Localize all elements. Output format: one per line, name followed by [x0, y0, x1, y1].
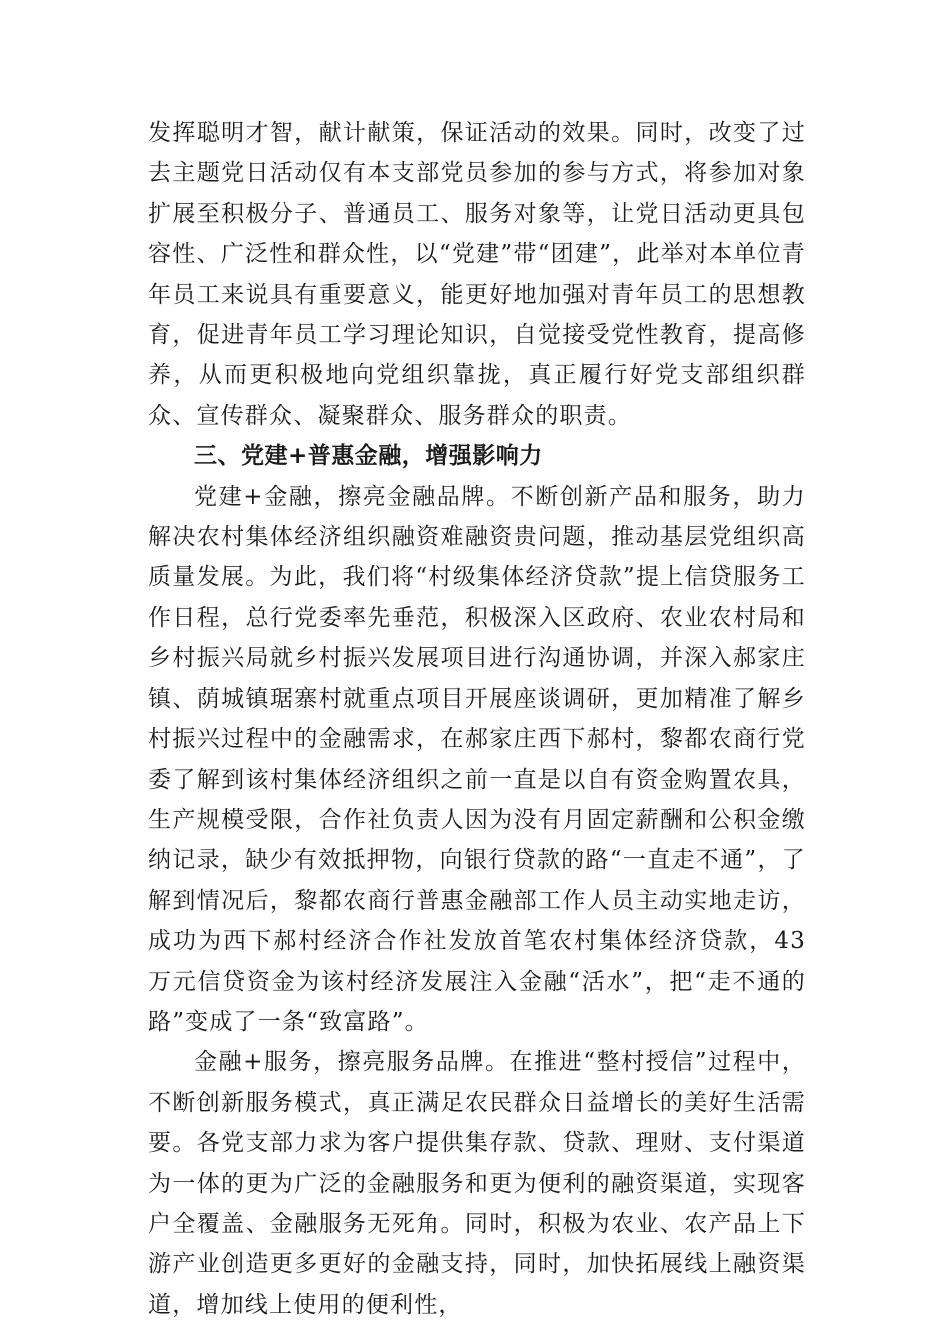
paragraph-finance-brand: 党建+金融，擦亮金融品牌。不断创新产品和服务，助力解决农村集体经济组织融资难融资贵问题，推动基层党组织高质量发展。为此，我们将“村级集体经济贷款”提上信贷服务工作日程，总行党委率先垂范，积极深入区政府、农业农村局和乡村振兴局就乡村振兴发展项目进行沟通协调，并深入郝家庄镇、荫城镇琚寨村就重点项目开展座谈调研，更加精准了解乡村振兴过程中的金融需求，在郝家庄西下郝村，黎都农商行党委了解到该村集体经济组织之前一直是以自有资金购置农具，生产规模受限，合作社负责人因为没有月固定薪酬和公积金缴纳记录，缺少有效抵押物，向银行贷款的路“一直走不通”，了解到情况后，黎都农商行普惠金融部工作人员主动实地走访，成功为西下郝村经济合作社发放首笔农村集体经济贷款，43万元信贷资金为该村经济发展注入金融“活水”，把“走不通的路”变成了一条“致富路”。: [148, 483, 806, 1035]
paragraph-service-brand: 金融+服务，擦亮服务品牌。在推进“整村授信”过程中，不断创新服务模式，真正满足农民群众日益增长的美好生活需要。各党支部力求为客户提供集存款、贷款、理财、支付渠道为一体的更为广泛的金融服务和更为便利的融资渠道，实现客户全覆盖、金融服务无死角。同时，积极为农业、农产品上下游产业创造更多更好的金融支持，同时，加快拓展线上融资渠道，增加线上使用的便利性，: [148, 1049, 806, 1318]
document-body: [148, 113, 806, 1325]
paragraph-continued: 发挥聪明才智，献计献策，保证活动的效果。同时，改变了过去主题党日活动仅有本支部党员参加的参与方式，将参加对象扩展至积极分子、普通员工、服务对象等，让党日活动更具包容性、广泛性和群众性，以“党建”带“团建”，此举对本单位青年员工来说具有重要意义，能更好地加强对青年员工的思想教育，促进青年员工学习理论知识，自觉接受党性教育，提高修养，从而更积极地向党组织靠拢，真正履行好党支部组织群众、宣传群众、凝聚群众、服务群众的职责。: [148, 120, 806, 429]
section-heading: 三、党建+普惠金融，增强影响力: [194, 443, 543, 470]
